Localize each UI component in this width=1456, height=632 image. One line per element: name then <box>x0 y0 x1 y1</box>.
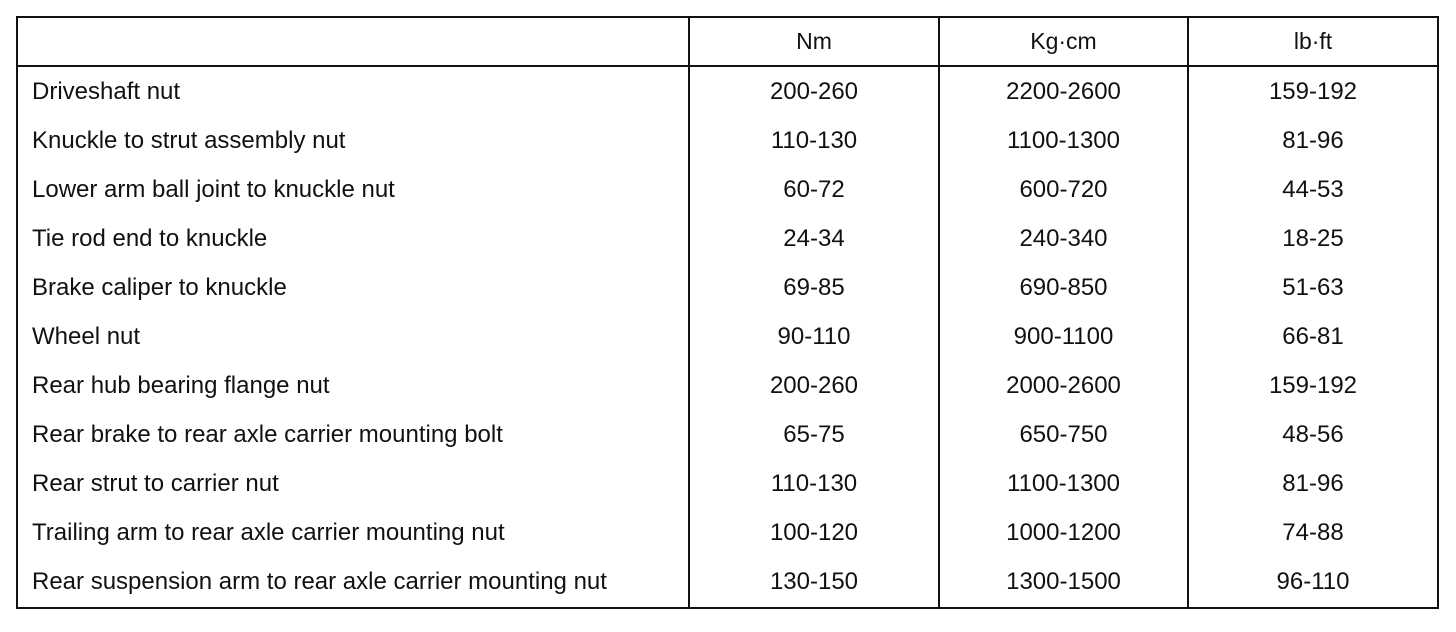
row-item-name: Wheel nut <box>32 322 141 350</box>
table-row <box>17 361 1438 410</box>
row-kgcm-value: 2200-2600 <box>939 66 1188 116</box>
row-nm-value: 65-75 <box>689 411 939 460</box>
table-row <box>17 558 1438 608</box>
table-body <box>17 66 1438 608</box>
row-lbft-value: 18-25 <box>1188 214 1438 263</box>
row-item-name: Rear brake to rear axle carrier mounting bolt <box>32 421 503 449</box>
row-lbft-value: 44-53 <box>1188 165 1438 214</box>
table-row <box>17 411 1438 460</box>
row-item-name: Driveshaft nut <box>32 77 181 105</box>
row-nm-value: 69-85 <box>689 263 939 312</box>
header-nm: Nm <box>689 17 939 66</box>
header-lbft: lb·ft <box>1188 17 1438 66</box>
row-kgcm-value: 2000-2600 <box>939 361 1188 410</box>
row-nm-value: 24-34 <box>689 214 939 263</box>
row-nm-value: 130-150 <box>689 558 939 608</box>
row-lbft-value: 51-63 <box>1188 263 1438 312</box>
row-kgcm-value: 1100-1300 <box>939 460 1188 509</box>
row-nm-value: 60-72 <box>689 165 939 214</box>
row-lbft-value: 81-96 <box>1188 460 1438 509</box>
table-header <box>17 17 1438 66</box>
row-item-name: Tie rod end to knuckle <box>32 224 268 252</box>
row-item-name: Trailing arm to rear axle carrier mounting nut <box>32 519 505 547</box>
row-nm-value: 110-130 <box>689 460 939 509</box>
row-nm-value: 110-130 <box>689 116 939 165</box>
row-kgcm-value: 900-1100 <box>939 312 1188 361</box>
table-row <box>17 214 1438 263</box>
row-item-name: Brake caliper to knuckle <box>32 273 287 301</box>
torque-specification-table <box>16 16 1439 609</box>
header-kgcm: Kg·cm <box>939 17 1188 66</box>
table-row <box>17 66 1438 116</box>
row-lbft-value: 81-96 <box>1188 116 1438 165</box>
row-lbft-value: 48-56 <box>1188 411 1438 460</box>
table-row <box>17 509 1438 558</box>
row-kgcm-value: 600-720 <box>939 165 1188 214</box>
row-kgcm-value: 240-340 <box>939 214 1188 263</box>
row-kgcm-value: 690-850 <box>939 263 1188 312</box>
table-row <box>17 165 1438 214</box>
table-row <box>17 312 1438 361</box>
row-kgcm-value: 1100-1300 <box>939 116 1188 165</box>
row-nm-value: 90-110 <box>689 312 939 361</box>
row-item-name: Rear suspension arm to rear axle carrier mounting nut <box>32 568 607 596</box>
row-item-name: Lower arm ball joint to knuckle nut <box>32 175 395 203</box>
row-kgcm-value: 1300-1500 <box>939 558 1188 608</box>
row-kgcm-value: 650-750 <box>939 411 1188 460</box>
row-lbft-value: 96-110 <box>1188 558 1438 608</box>
row-item-name: Rear strut to carrier nut <box>32 470 279 498</box>
row-kgcm-value: 1000-1200 <box>939 509 1188 558</box>
table-row <box>17 116 1438 165</box>
row-item-name: Rear hub bearing flange nut <box>32 372 330 399</box>
row-nm-value: 200-260 <box>689 66 939 116</box>
row-lbft-value: 66-81 <box>1188 312 1438 361</box>
table-row <box>17 263 1438 312</box>
row-lbft-value: 159-192 <box>1188 361 1438 410</box>
row-nm-value: 200-260 <box>689 361 939 410</box>
row-item-name: Knuckle to strut assembly nut <box>32 126 346 154</box>
row-nm-value: 100-120 <box>689 509 939 558</box>
row-lbft-value: 74-88 <box>1188 509 1438 558</box>
table-row <box>17 460 1438 509</box>
header-row <box>17 17 1438 66</box>
header-item <box>17 17 689 66</box>
row-lbft-value: 159-192 <box>1188 66 1438 116</box>
